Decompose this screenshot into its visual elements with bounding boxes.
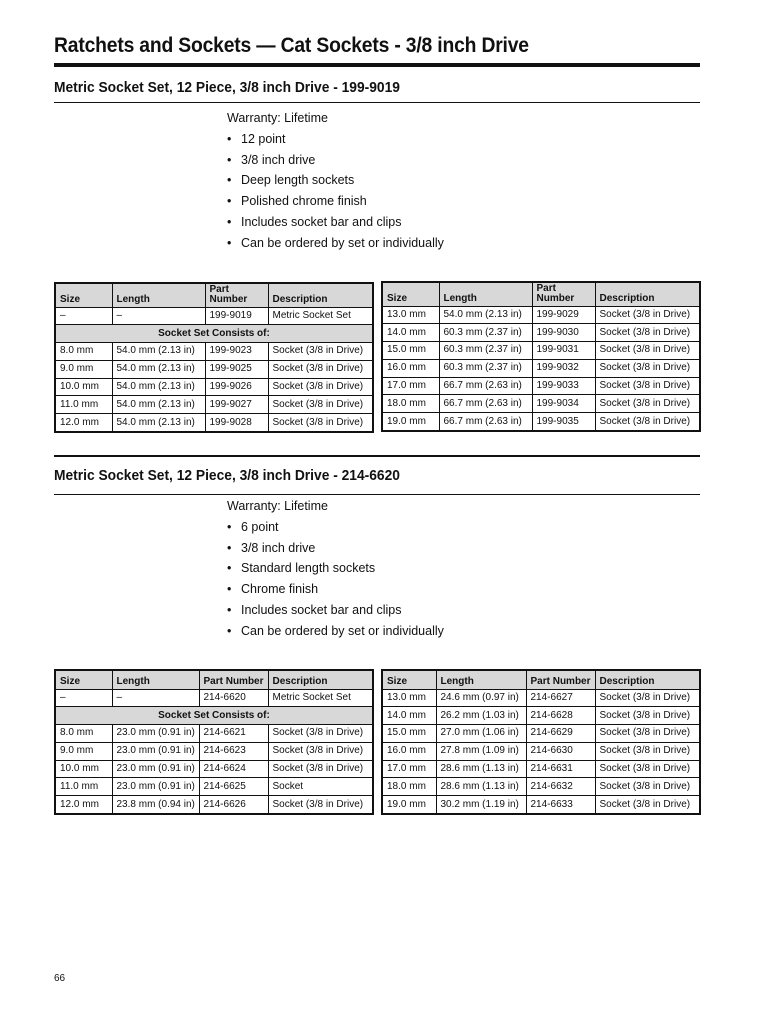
header-part-number: Part Number	[199, 670, 268, 689]
cell-part-number: 214-6623	[199, 742, 268, 760]
cell-description: Socket (3/8 in Drive)	[268, 725, 373, 743]
feature-item: • Chrome finish	[227, 579, 444, 600]
cell-size: 18.0 mm	[382, 778, 436, 796]
title-rule	[54, 63, 700, 67]
left-table-214-6620	[54, 669, 374, 815]
subheader-text: Socket Set Consists of:	[55, 707, 373, 725]
cell-length: 54.0 mm (2.13 in)	[112, 396, 205, 414]
feature-item: • 6 point	[227, 517, 444, 538]
cell-size: 10.0 mm	[55, 760, 112, 778]
cell-size: 12.0 mm	[55, 796, 112, 814]
cell-length: 30.2 mm (1.19 in)	[436, 796, 526, 814]
cell-length: 60.3 mm (2.37 in)	[439, 324, 532, 342]
cell-length: 60.3 mm (2.37 in)	[439, 342, 532, 360]
cell-size: 8.0 mm	[55, 725, 112, 743]
cell-size: 13.0 mm	[382, 689, 436, 707]
cell-description: Socket (3/8 in Drive)	[268, 414, 373, 432]
cell-description: Socket (3/8 in Drive)	[595, 742, 700, 760]
cell-length: 54.0 mm (2.13 in)	[439, 306, 532, 324]
warranty-text: Warranty: Lifetime	[227, 111, 328, 125]
header-part-number: Part Number	[205, 283, 268, 307]
header-description: Description	[595, 282, 700, 306]
cell-description: Socket (3/8 in Drive)	[268, 343, 373, 361]
cell-description: Socket (3/8 in Drive)	[268, 796, 373, 814]
header-length: Length	[439, 282, 532, 306]
cell-description: Socket (3/8 in Drive)	[595, 377, 700, 395]
cell-part-number: 214-6627	[526, 689, 595, 707]
cell-description: Socket (3/8 in Drive)	[595, 413, 700, 431]
header-description: Description	[595, 670, 700, 689]
cell-size: 9.0 mm	[55, 360, 112, 378]
cell-part-number: 214-6625	[199, 778, 268, 796]
cell-size: 14.0 mm	[382, 707, 436, 725]
cell-part-number: 199-9019	[205, 307, 268, 325]
table-row	[382, 342, 700, 360]
cell-size: 15.0 mm	[382, 725, 436, 743]
cell-length: 27.8 mm (1.09 in)	[436, 742, 526, 760]
cell-size: 8.0 mm	[55, 343, 112, 361]
cell-part-number: 214-6620	[199, 689, 268, 707]
cell-description: Socket (3/8 in Drive)	[595, 707, 700, 725]
cell-description: Metric Socket Set	[268, 689, 373, 707]
cell-length: 54.0 mm (2.13 in)	[112, 414, 205, 432]
cell-length: 24.6 mm (0.97 in)	[436, 689, 526, 707]
cell-part-number: 214-6633	[526, 796, 595, 814]
table-row	[55, 378, 373, 396]
cell-description: Socket (3/8 in Drive)	[268, 360, 373, 378]
cell-size: 9.0 mm	[55, 742, 112, 760]
cell-part-number: 199-9031	[532, 342, 595, 360]
cell-length: 66.7 mm (2.63 in)	[439, 413, 532, 431]
cell-length: 60.3 mm (2.37 in)	[439, 359, 532, 377]
cell-size: 19.0 mm	[382, 413, 439, 431]
table-row	[382, 359, 700, 377]
cell-size: 14.0 mm	[382, 324, 439, 342]
cell-description: Socket (3/8 in Drive)	[595, 689, 700, 707]
header-size: Size	[55, 283, 112, 307]
table-row	[382, 689, 700, 707]
cell-size: 11.0 mm	[55, 778, 112, 796]
cell-description: Socket (3/8 in Drive)	[595, 342, 700, 360]
table-row	[382, 725, 700, 743]
header-size: Size	[382, 282, 439, 306]
cell-size: 17.0 mm	[382, 760, 436, 778]
section-title-214-6620: Metric Socket Set, 12 Piece, 3/8 inch Drive - 214-6620	[54, 467, 400, 484]
header-description: Description	[268, 283, 373, 307]
feature-item: • 12 point	[227, 129, 444, 150]
cell-length: 23.0 mm (0.91 in)	[112, 725, 199, 743]
cell-description: Socket (3/8 in Drive)	[268, 396, 373, 414]
cell-description: Socket (3/8 in Drive)	[595, 725, 700, 743]
cell-part-number: 214-6626	[199, 796, 268, 814]
cell-part-number: 199-9028	[205, 414, 268, 432]
cell-description: Socket (3/8 in Drive)	[595, 395, 700, 413]
cell-size: 10.0 mm	[55, 378, 112, 396]
cell-length: 23.0 mm (0.91 in)	[112, 742, 199, 760]
cell-description: Socket (3/8 in Drive)	[268, 742, 373, 760]
cell-length: –	[112, 689, 199, 707]
cell-description: Socket (3/8 in Drive)	[595, 359, 700, 377]
cell-part-number: 214-6632	[526, 778, 595, 796]
cell-part-number: 214-6628	[526, 707, 595, 725]
cell-part-number: 214-6624	[199, 760, 268, 778]
table-row	[382, 377, 700, 395]
feature-item: • Deep length sockets	[227, 170, 444, 191]
header-length: Length	[436, 670, 526, 689]
table-row-set	[55, 689, 373, 707]
cell-part-number: 214-6631	[526, 760, 595, 778]
table-row	[55, 396, 373, 414]
right-table-199-9019	[381, 281, 701, 432]
table-row	[55, 360, 373, 378]
table-row	[382, 778, 700, 796]
warranty-text: Warranty: Lifetime	[227, 499, 328, 513]
header-size: Size	[55, 670, 112, 689]
table-row	[55, 760, 373, 778]
cell-length: 54.0 mm (2.13 in)	[112, 343, 205, 361]
page-title: Ratchets and Sockets — Cat Sockets - 3/8 inch Drive	[54, 34, 529, 57]
table-row	[382, 306, 700, 324]
header-length: Length	[112, 283, 205, 307]
feature-item: • Includes socket bar and clips	[227, 212, 444, 233]
cell-part-number: 199-9027	[205, 396, 268, 414]
left-table-199-9019	[54, 282, 374, 433]
cell-description: Socket (3/8 in Drive)	[268, 760, 373, 778]
header-size: Size	[382, 670, 436, 689]
table-subheader	[55, 325, 373, 343]
subheader-text: Socket Set Consists of:	[55, 325, 373, 343]
cell-length: 26.2 mm (1.03 in)	[436, 707, 526, 725]
cell-length: 23.0 mm (0.91 in)	[112, 760, 199, 778]
cell-part-number: 199-9030	[532, 324, 595, 342]
table-row	[382, 413, 700, 431]
header-length: Length	[112, 670, 199, 689]
cell-part-number: 199-9035	[532, 413, 595, 431]
header-part-number: Part Number	[532, 282, 595, 306]
cell-size: 18.0 mm	[382, 395, 439, 413]
cell-part-number: 199-9033	[532, 377, 595, 395]
cell-length: –	[112, 307, 205, 325]
cell-length: 27.0 mm (1.06 in)	[436, 725, 526, 743]
cell-size: 19.0 mm	[382, 796, 436, 814]
table-row	[55, 725, 373, 743]
table-row	[382, 742, 700, 760]
feature-list-199-9019	[227, 108, 444, 254]
cell-length: 28.6 mm (1.13 in)	[436, 778, 526, 796]
cell-length: 66.7 mm (2.63 in)	[439, 395, 532, 413]
section-rule	[54, 455, 700, 457]
table-row	[382, 324, 700, 342]
cell-part-number: 214-6630	[526, 742, 595, 760]
section-rule	[54, 494, 700, 495]
table-subheader	[55, 707, 373, 725]
header-part-number: Part Number	[526, 670, 595, 689]
cell-description: Socket (3/8 in Drive)	[595, 778, 700, 796]
table-row	[55, 778, 373, 796]
cell-size: 11.0 mm	[55, 396, 112, 414]
cell-length: 54.0 mm (2.13 in)	[112, 360, 205, 378]
table-row	[55, 796, 373, 814]
cell-description: Socket (3/8 in Drive)	[268, 378, 373, 396]
feature-item: • 3/8 inch drive	[227, 150, 444, 171]
cell-length: 23.0 mm (0.91 in)	[112, 778, 199, 796]
cell-part-number: 199-9034	[532, 395, 595, 413]
table-row	[55, 742, 373, 760]
cell-part-number: 199-9032	[532, 359, 595, 377]
cell-size: –	[55, 307, 112, 325]
cell-size: 13.0 mm	[382, 306, 439, 324]
feature-item: • Standard length sockets	[227, 558, 444, 579]
feature-item: • Includes socket bar and clips	[227, 600, 444, 621]
cell-length: 54.0 mm (2.13 in)	[112, 378, 205, 396]
cell-part-number: 199-9025	[205, 360, 268, 378]
cell-size: 15.0 mm	[382, 342, 439, 360]
table-row	[55, 343, 373, 361]
cell-description: Socket (3/8 in Drive)	[595, 760, 700, 778]
cell-description: Socket (3/8 in Drive)	[595, 306, 700, 324]
cell-description: Socket (3/8 in Drive)	[595, 796, 700, 814]
table-row	[382, 395, 700, 413]
cell-part-number: 214-6621	[199, 725, 268, 743]
cell-description: Metric Socket Set	[268, 307, 373, 325]
cell-description: Socket	[268, 778, 373, 796]
table-row	[55, 414, 373, 432]
cell-length: 28.6 mm (1.13 in)	[436, 760, 526, 778]
feature-item: • Can be ordered by set or individually	[227, 233, 444, 254]
page-number: 66	[54, 973, 66, 984]
cell-size: –	[55, 689, 112, 707]
feature-list-214-6620	[227, 496, 444, 642]
feature-item: • Can be ordered by set or individually	[227, 621, 444, 642]
cell-length: 23.8 mm (0.94 in)	[112, 796, 199, 814]
feature-item: • Polished chrome finish	[227, 191, 444, 212]
cell-size: 17.0 mm	[382, 377, 439, 395]
cell-length: 66.7 mm (2.63 in)	[439, 377, 532, 395]
table-row	[382, 760, 700, 778]
cell-part-number: 214-6629	[526, 725, 595, 743]
cell-part-number: 199-9023	[205, 343, 268, 361]
cell-size: 16.0 mm	[382, 742, 436, 760]
table-row	[382, 707, 700, 725]
section-title-199-9019: Metric Socket Set, 12 Piece, 3/8 inch Drive - 199-9019	[54, 79, 400, 96]
cell-size: 12.0 mm	[55, 414, 112, 432]
table-row	[382, 796, 700, 814]
right-table-214-6620	[381, 669, 701, 815]
table-row-set	[55, 307, 373, 325]
cell-size: 16.0 mm	[382, 359, 439, 377]
feature-item: • 3/8 inch drive	[227, 538, 444, 559]
header-description: Description	[268, 670, 373, 689]
cell-description: Socket (3/8 in Drive)	[595, 324, 700, 342]
cell-part-number: 199-9029	[532, 306, 595, 324]
cell-part-number: 199-9026	[205, 378, 268, 396]
section-rule	[54, 102, 700, 103]
